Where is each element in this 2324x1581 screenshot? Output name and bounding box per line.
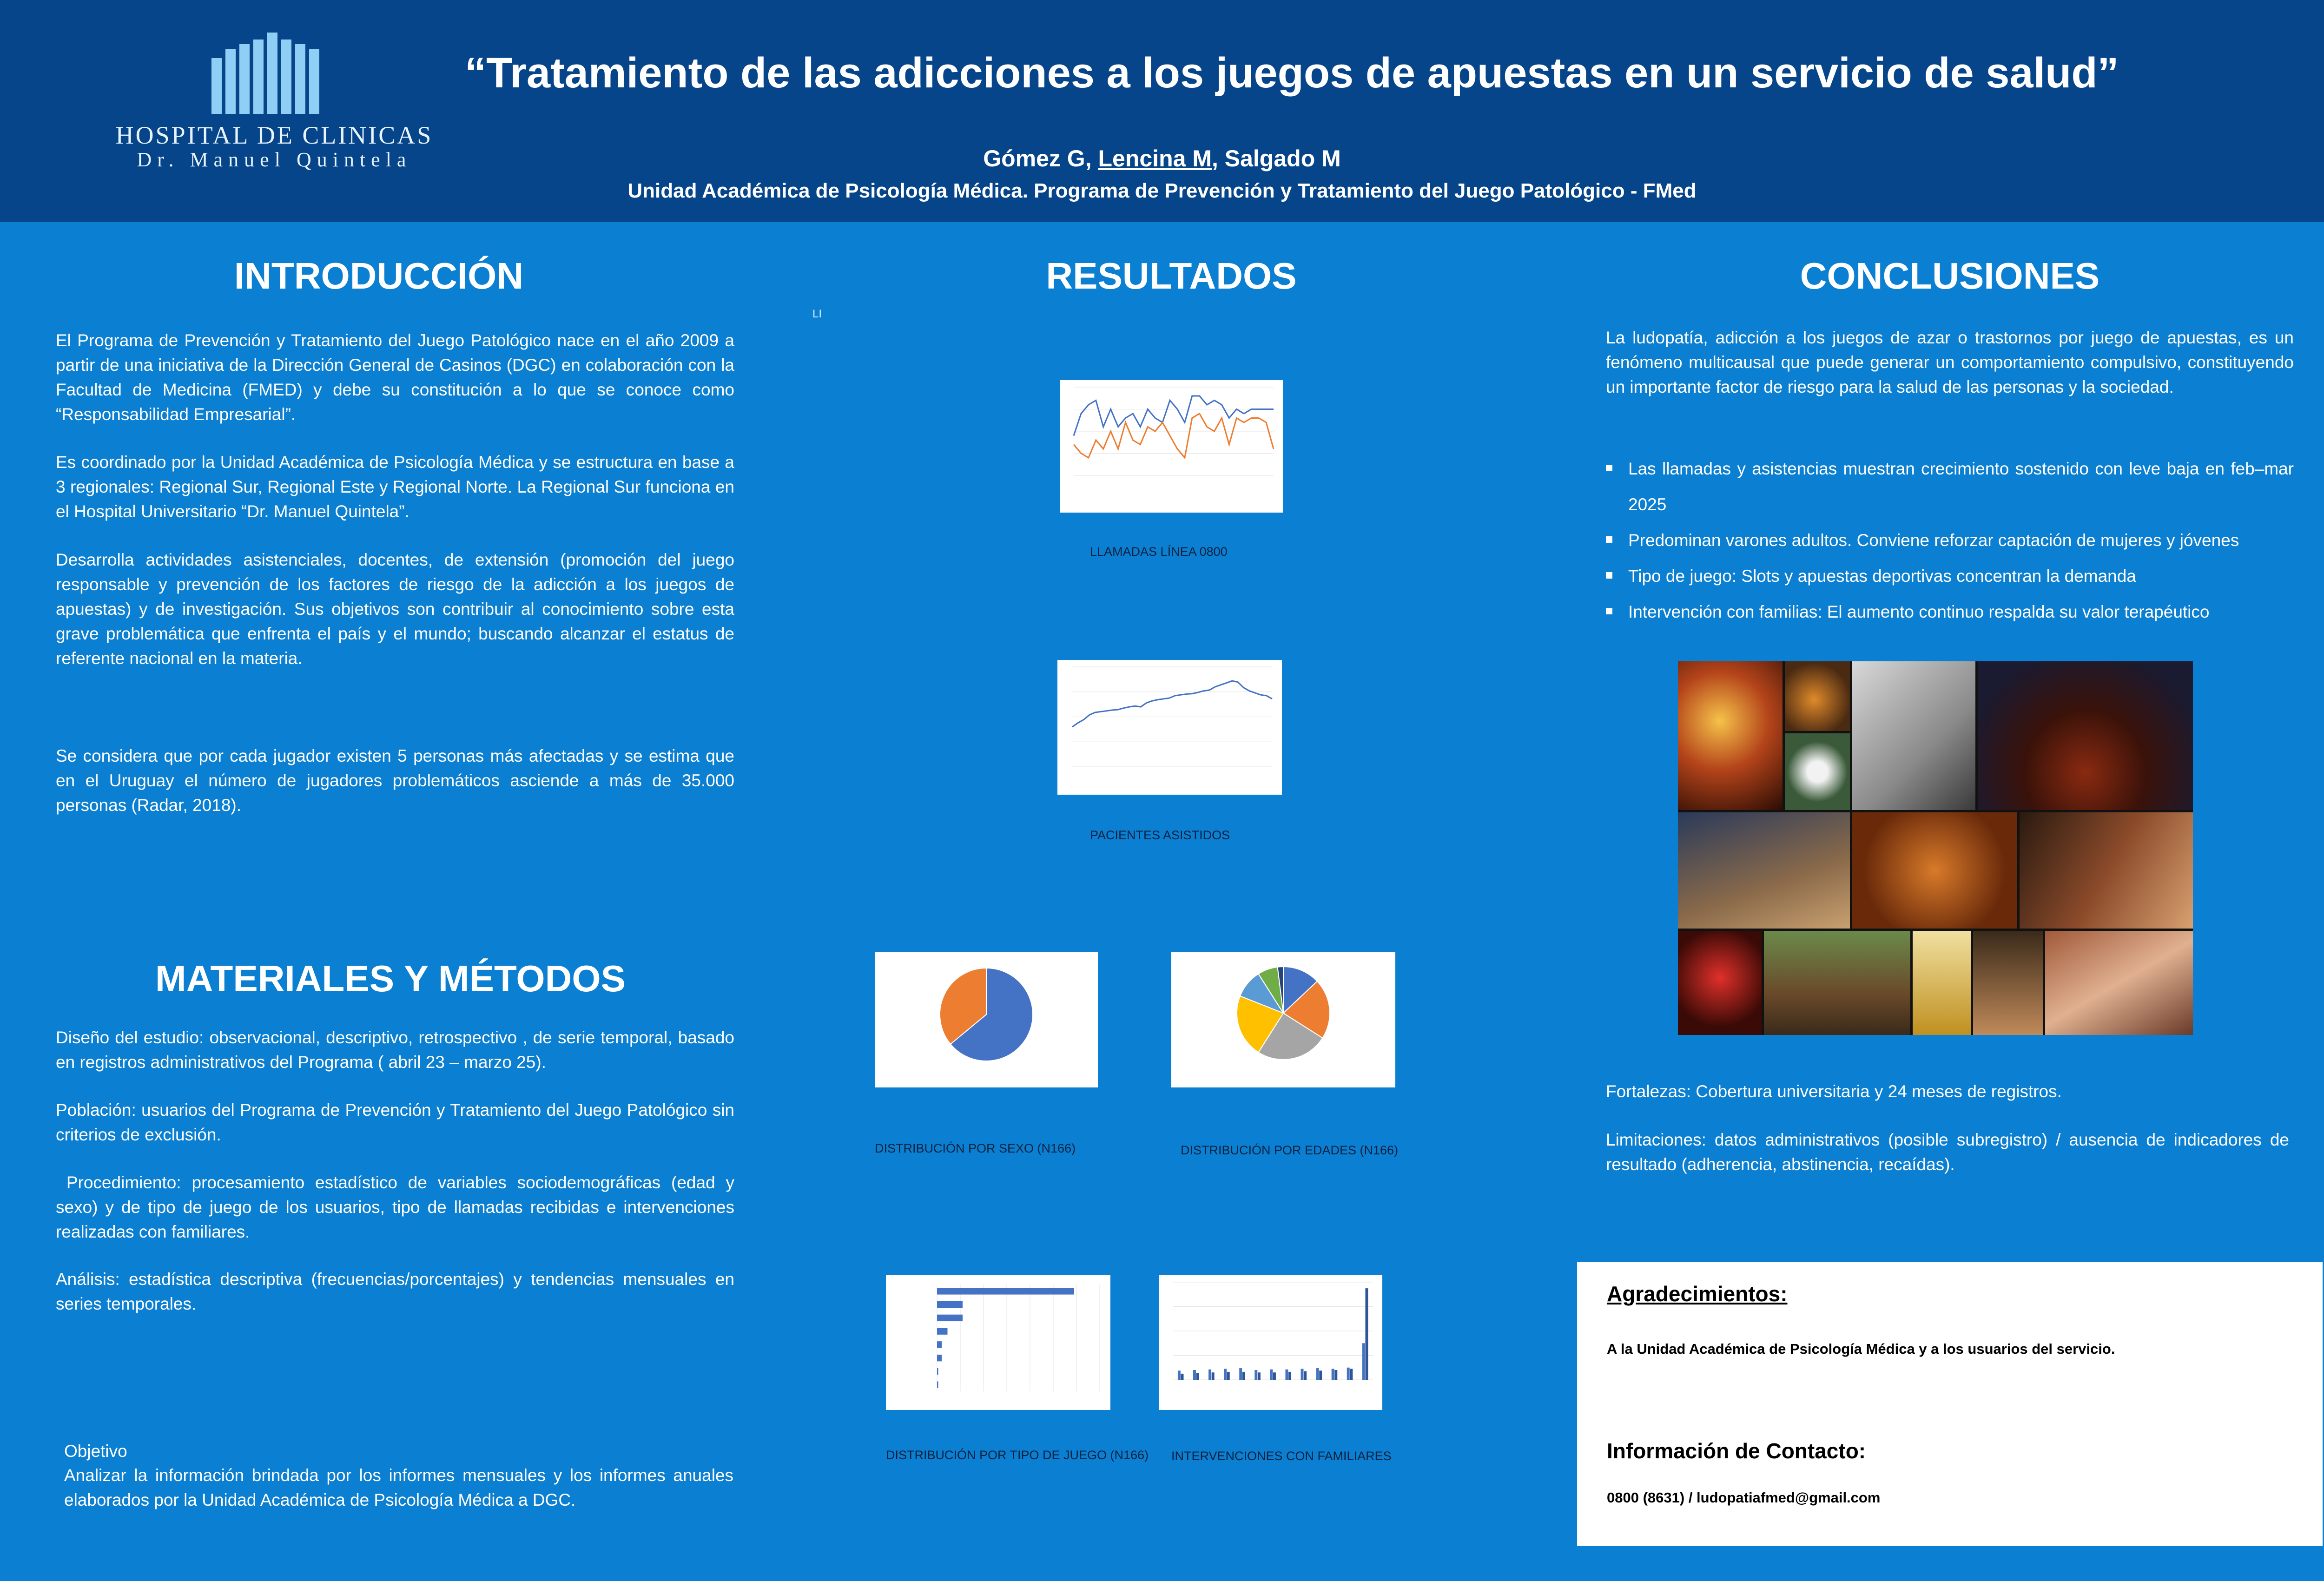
calls-chart-box: [1060, 380, 1283, 513]
bar: [1208, 1370, 1211, 1380]
logo-line-1: HOSPITAL DE CLINICAS: [115, 121, 433, 149]
intro-paragraph-2: Es coordinado por la Unidad Académica de Psicología Médica y se estructura en base a 3 regionales: Regional Sur, Regional Este y Regional Norte. La Regional Sur funciona en el Hospital Universitario “Dr. Manuel Quintela”.: [56, 453, 734, 521]
authors: [465, 145, 1859, 172]
conclusion-bullet: Predominan varones adultos. Conviene reforzar captación de mujeres y jóvenes: [1606, 522, 2294, 558]
playing-cards-photo: [1852, 661, 1975, 810]
age-chart-caption: DISTRIBUCIÓN POR EDADES (N166): [1181, 1143, 1399, 1157]
intro-heading: INTRODUCCIÓN: [234, 255, 524, 296]
methods-heading: MATERIALES Y MÉTODOS: [155, 958, 626, 999]
chess-pieces-photo: [1913, 931, 1971, 1035]
card-dealing-photo: [1678, 812, 1850, 929]
casino-roulette-photo: [1978, 661, 2193, 810]
bar: [937, 1355, 942, 1361]
bar: [937, 1301, 963, 1308]
conclusion-bullet: Las llamadas y asistencias muestran crecimiento sostenido con leve baja en feb–mar 2025: [1606, 451, 2294, 522]
painting-women-photo: [2045, 931, 2193, 1035]
bar: [1362, 1343, 1365, 1380]
bar: [1334, 1370, 1337, 1380]
logo-line-2: Dr. Manuel Quintela: [137, 148, 412, 171]
conclusion-bullet: Intervención con familias: El aumento continuo respalda su valor terapéutico: [1606, 594, 2294, 630]
poster-title: “Tratamiento de las adicciones a los juegos de apuestas en un servicio de salud”: [465, 49, 2119, 97]
contact-text: 0800 (8631) / ludopatiafmed@gmail.com: [1607, 1489, 1881, 1506]
bar: [1196, 1373, 1199, 1380]
game-chart-box: [886, 1275, 1110, 1410]
bar: [937, 1381, 938, 1388]
conclusions-paragraph: La ludopatía, adicción a los juegos de azar o trastornos por juego de apuestas, es un fenómeno multicausal que puede generar un comportamiento compulsivo, constituyendo un importante factor de riesgo para la salud de las personas y la sociedad.: [1606, 328, 2294, 396]
game-chart-caption: DISTRIBUCIÓN POR TIPO DE JUEGO (N166): [886, 1448, 1149, 1462]
bar: [937, 1288, 1074, 1294]
game-bar-chart: [886, 1275, 1110, 1410]
sex-pie-chart: [875, 952, 1098, 1087]
bar: [1304, 1371, 1307, 1380]
bar: [1316, 1368, 1319, 1380]
hospital-bars-logo-icon: [211, 33, 325, 114]
intro-paragraph-3: Desarrolla actividades asistenciales, docentes, de extensión (promoción del juego responsable y prevención de los factores de riesgo de la adicción a los juegos de apuestas) y de investigación. Sus objetivos son contribuir al conocimiento sobre esta grave problemática que enfrenta el país y el mundo; buscando alcanzar el estatus de referente nacional en la materia.: [56, 550, 734, 668]
bar: [1301, 1369, 1304, 1380]
series-line: [1074, 396, 1274, 436]
bar: [1224, 1369, 1227, 1380]
intro-paragraph-4: Se considera que por cada jugador existen 5 personas más afectadas y se estima que en el Uruguay el número de jugadores problemáticos asciende a más de 35.000 personas (Radar, 2018).: [56, 746, 734, 815]
bar: [1178, 1370, 1181, 1380]
bar: [1288, 1372, 1291, 1380]
bar: [1270, 1370, 1273, 1380]
patients-chart-box: [1057, 660, 1282, 795]
bar: [1254, 1370, 1257, 1380]
acknowledgements-heading: Agradecimientos:: [1607, 1282, 1788, 1306]
card-players-photo: [1973, 931, 2043, 1035]
bar: [1212, 1372, 1215, 1380]
bar: [1239, 1368, 1242, 1380]
bar: [937, 1341, 942, 1348]
series-line: [1072, 681, 1272, 727]
horse-racing-photo: [1764, 931, 1910, 1035]
objective-text: Analizar la información brindada por los informes mensuales y los informes anuales elaborados por la Unidad Académica de Psicología Médica a DGC.: [64, 1466, 733, 1509]
family-chart-box: [1159, 1275, 1382, 1410]
author-1: Gómez G,: [983, 145, 1098, 171]
hospital-logo: [112, 28, 437, 181]
bar: [1319, 1370, 1322, 1380]
methods-paragraph-3: Procedimiento: procesamiento estadístico de variables sociodemográficas (edad y sexo) y de tipo de juego de los usuarios, tipo de llamadas recibidas e intervenciones realizadas con familiares.: [56, 1173, 739, 1241]
conclusions-bullet-list: [1606, 451, 2294, 630]
bar: [1181, 1374, 1184, 1380]
bar: [937, 1328, 948, 1334]
dice-red-photo: [1678, 931, 1762, 1035]
objective-label: Objetivo: [64, 1442, 127, 1461]
conclusion-bullet: Tipo de juego: Slots y apuestas deportivas concentran la demanda: [1606, 558, 2294, 594]
dice-photo: [1785, 733, 1850, 810]
bar: [1273, 1372, 1276, 1380]
conclusions-heading: CONCLUSIONES: [1800, 255, 2100, 296]
basketball-photo: [1785, 661, 1850, 731]
sex-chart-caption: DISTRIBUCIÓN POR SEXO (N166): [875, 1141, 1076, 1155]
bar: [1285, 1370, 1288, 1380]
author-3: , Salgado M: [1211, 145, 1341, 171]
bar: [1347, 1368, 1350, 1380]
methods-paragraph-4: Análisis: estadística descriptiva (frecuencias/porcentajes) y tendencias mensuales en series temporales.: [56, 1270, 734, 1313]
stray-text: LI: [812, 308, 822, 320]
results-heading: RESULTADOS: [1046, 255, 1297, 296]
acknowledgements-text: A la Unidad Académica de Psicología Médica y a los usuarios del servicio.: [1607, 1341, 2115, 1357]
bar: [937, 1315, 963, 1321]
age-chart-box: [1171, 952, 1395, 1087]
poster-header: [0, 0, 2324, 222]
calls-chart-caption: LLAMADAS LÍNEA 0800: [1090, 545, 1228, 559]
acknowledgements-box: [1577, 1262, 2323, 1546]
patients-line-chart: [1057, 660, 1282, 795]
methods-paragraph-1: Diseño del estudio: observacional, descriptivo, retrospectivo , de serie temporal, basado en registros administrativos del Programa ( abril 23 – marzo 25).: [56, 1028, 734, 1072]
bar: [1258, 1372, 1261, 1380]
family-chart-caption: INTERVENCIONES CON FAMILIARES: [1171, 1449, 1392, 1463]
calls-line-chart: [1060, 380, 1283, 513]
bar: [1350, 1369, 1353, 1380]
family-bar-chart: [1159, 1275, 1382, 1410]
series-line: [1074, 414, 1274, 458]
bar: [1332, 1369, 1334, 1380]
gambling-photo-collage: [1678, 661, 2193, 1035]
limitations-text: Limitaciones: datos administrativos (posible subregistro) / ausencia de indicadores de resultado (adherencia, abstinencia, recaídas).: [1606, 1130, 2289, 1174]
contact-heading: Información de Contacto:: [1607, 1439, 1866, 1463]
intro-paragraph-1: El Programa de Prevención y Tratamiento del Juego Patológico nace en el año 2009 a partir de una iniciativa de la Dirección General de Casinos (DGC) en colaboración con la Facultad de Medicina (FMED) y debe su constitución a lo que se conoce como “Responsabilidad Empresarial”.: [56, 331, 734, 424]
bar: [1193, 1370, 1196, 1380]
bar: [1242, 1372, 1245, 1380]
painting-gamblers-photo: [2020, 812, 2193, 929]
ancient-art-photo: [1852, 812, 2017, 929]
affiliation: Unidad Académica de Psicología Médica. Programa de Prevención y Tratamiento del Juego Patológico - FMed: [627, 179, 1697, 202]
age-pie-chart: [1171, 952, 1395, 1087]
bar: [1227, 1372, 1230, 1380]
bar: [937, 1368, 938, 1375]
author-2: Lencina M: [1098, 145, 1212, 171]
methods-paragraph-2: Población: usuarios del Programa de Prevención y Tratamiento del Juego Patológico sin criterios de exclusión.: [56, 1100, 734, 1144]
patients-chart-caption: PACIENTES ASISTIDOS: [1090, 828, 1230, 842]
strengths-text: Fortalezas: Cobertura universitaria y 24 meses de registros.: [1606, 1082, 2062, 1101]
sex-chart-box: [875, 952, 1098, 1087]
billiard-balls-photo: [1678, 661, 1783, 810]
bar: [1365, 1288, 1368, 1380]
